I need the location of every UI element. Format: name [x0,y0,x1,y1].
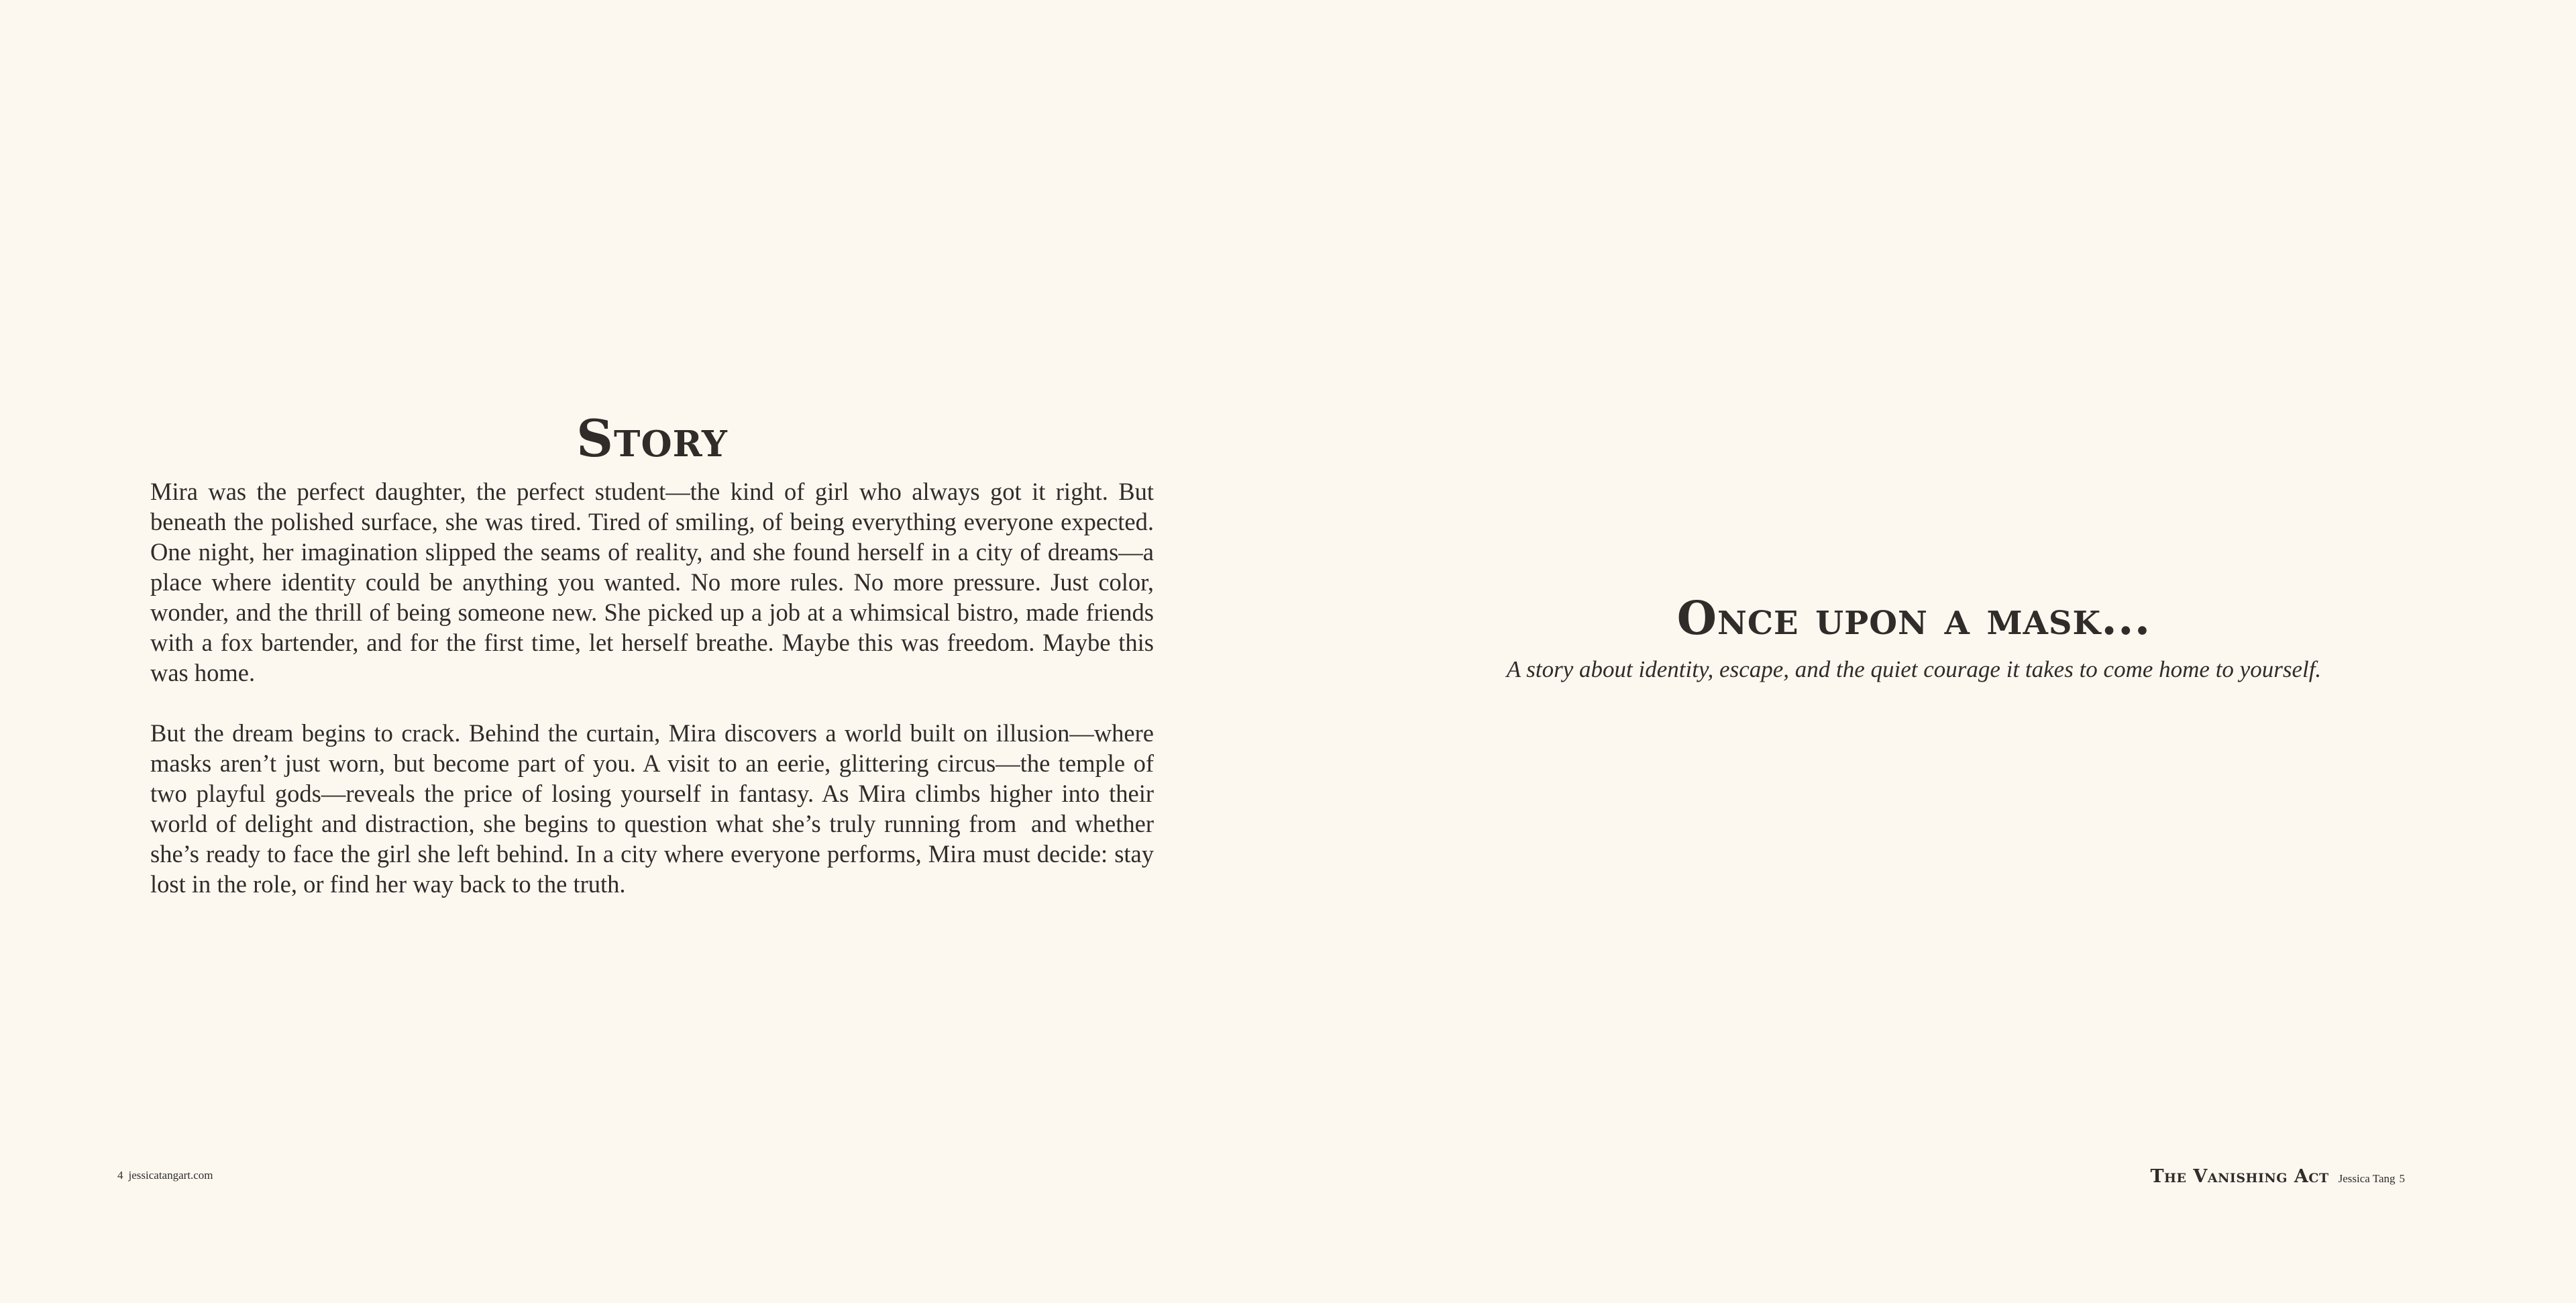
website-url: jessicatangart.com [128,1169,213,1182]
author-name: Jessica Tang [2338,1172,2396,1185]
story-title: Story [576,409,728,468]
right-page-number: 5 [2399,1172,2405,1185]
section-subtitle: A story about identity, escape, and the quiet courage it takes to come home to yourself. [1506,656,2322,682]
left-folio [117,1169,213,1182]
story-paragraph-2: But the dream begins to crack. Behind the curtain, Mira discovers a world built on illusion—where masks aren’t just worn, but become part of you. A visit to an eerie, glittering circus—the temple of two playful gods—reveals the price of losing yourself in fantasy. As Mira climbs higher into their world of delight and distraction, she begins to question what she’s truly running from and whether she’s ready to face the girl she left behind. In a city where everyone performs, Mira must decide: stay lost in the role, or find her way back to the truth. [150,719,1154,898]
right-folio [2150,1166,2405,1187]
section-title: Once upon a mask... [1676,592,2151,645]
book-title: The Vanishing Act [2150,1166,2329,1187]
story-body [150,476,1154,929]
left-page-number: 4 [117,1169,123,1182]
right-page [1288,0,2576,1303]
story-paragraph-1: Mira was the perfect daughter, the perfect student—the kind of girl who always got it right. But beneath the polished surface, she was tired. Tired of smiling, of being everything everyone expected. One night, her imagination slipped the seams of reality, and she found herself in a city of dreams—a place where identity could be anything you wanted. No more rules. No more pressure. Just color, wonder, and the thrill of being someone new. She picked up a job at a whimsical bistro, made friends with a fox bartender, and for the first time, let herself breathe. Maybe this was freedom. Maybe this was home. [150,478,1154,686]
